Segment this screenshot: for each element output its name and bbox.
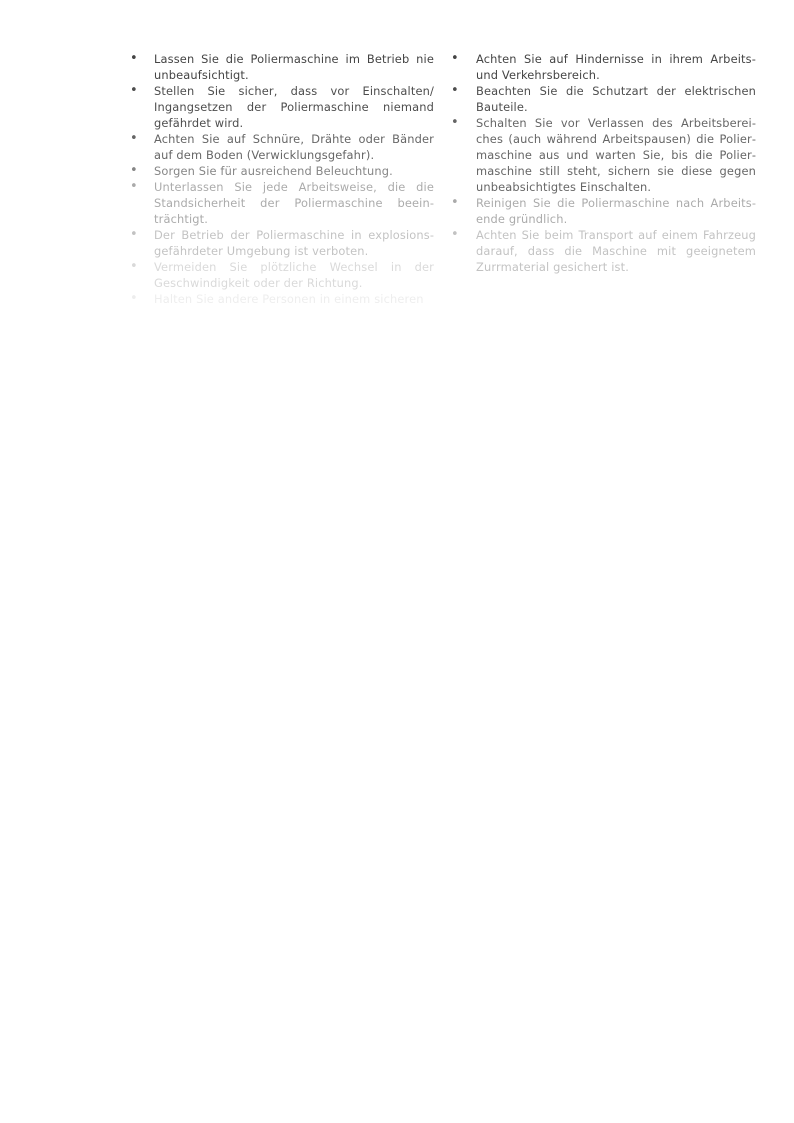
list-item-text: Beachten Sie die Schutzart der elektrischen Bauteile. [476,84,756,114]
list-item-text: Unterlassen Sie jede Arbeitsweise, die die Standsicherheit der Poliermaschine beeinträchtigt. [154,180,434,226]
list-item [130,131,434,163]
list-item [130,227,434,259]
list-item-text: Vermeiden Sie plötzliche Wechsel in der Geschwindigkeit oder der Richtung. [154,260,434,290]
bullet-icon: • [130,51,138,66]
bullet-icon: • [451,195,459,210]
bullet-icon: • [130,291,138,306]
bullet-icon: • [451,115,459,130]
list-item [451,227,756,275]
safety-list-left [130,51,434,307]
list-item [130,291,434,307]
list-item-text: Halten Sie andere Personen in einem sicheren [154,292,424,306]
list-item-text: Stellen Sie sicher, dass vor Einschalten/ Ingangsetzen der Poliermaschine niemand gefährdet wird. [154,84,434,130]
list-item-text: Der Betrieb der Poliermaschine in explosionsgefährdeter Umgebung ist verboten. [154,228,434,258]
bullet-icon: • [130,83,138,98]
list-item-text: Achten Sie beim Transport auf einem Fahrzeug darauf, dass die Maschine mit geeignetem Zurrmaterial gesichert ist. [476,228,756,274]
list-item [451,115,756,195]
bullet-icon: • [451,51,459,66]
bullet-icon: • [130,131,138,146]
list-item [130,259,434,291]
list-item [451,195,756,227]
list-item [451,83,756,115]
safety-list-right [451,51,756,275]
list-item-text: Lassen Sie die Poliermaschine im Betrieb nie unbeaufsichtigt. [154,52,434,82]
list-item [130,179,434,227]
list-item [130,83,434,131]
bullet-icon: • [451,227,459,242]
bullet-icon: • [451,83,459,98]
list-item [130,163,434,179]
list-item-text: Sorgen Sie für ausreichend Beleuchtung. [154,164,393,178]
list-item-text: Achten Sie auf Hindernisse in ihrem Arbeits- und Verkehrsbereich. [476,52,756,82]
bullet-icon: • [130,227,138,242]
list-item-text: Achten Sie auf Schnüre, Drähte oder Bänder auf dem Boden (Verwicklungsgefahr). [154,132,434,162]
list-item-text: Schalten Sie vor Verlassen des Arbeitsbereiches (auch während Arbeitspausen) die Poliermaschine aus und warten Sie, bis die Poliermaschine still steht, sichern sie diese gegen unbeabsichtigtes Einschalten. [476,116,756,194]
bullet-icon: • [130,179,138,194]
bullet-icon: • [130,259,138,274]
bullet-icon: • [130,163,138,178]
list-item [451,51,756,83]
list-item-text: Reinigen Sie die Poliermaschine nach Arbeitsende gründlich. [476,196,756,226]
list-item [130,51,434,83]
